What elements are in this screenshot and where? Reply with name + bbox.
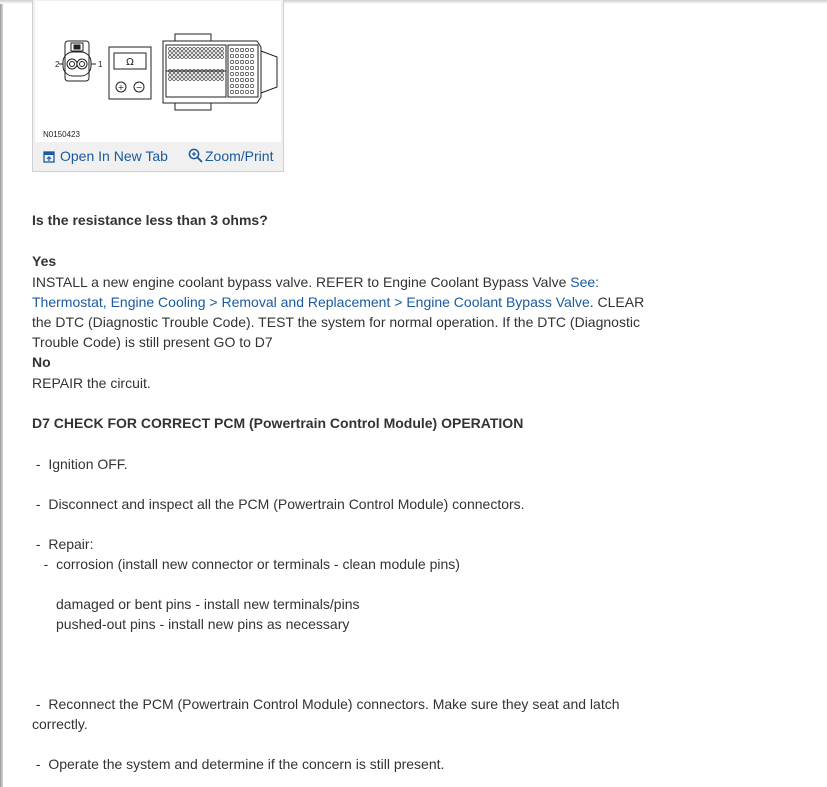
pin-2-label: 2 (55, 60, 60, 69)
connector-diagram (35, 1, 281, 142)
step-reconnect: - Reconnect the PCM (Powertrain Control Module) connectors. Make sure they seat and latch (32, 696, 620, 712)
window-left-edge (0, 0, 3, 787)
step-reconnect-cont: correctly. (32, 716, 88, 732)
yes-line-2 (32, 292, 644, 312)
open-in-new-tab-link[interactable] (43, 148, 168, 166)
meter-plus: + (117, 83, 125, 92)
bypass-valve-connector (59, 41, 96, 81)
yes-line-4: Trouble Code) is still present GO to D7 (32, 334, 273, 350)
figure-id: N0150423 (43, 130, 80, 139)
step-ignition: - Ignition OFF. (32, 456, 128, 472)
repair-damaged-pins: damaged or bent pins - install new terminals/pins (56, 596, 360, 612)
zoom-icon (188, 148, 203, 166)
repair-pushed-out-pins: pushed-out pins - install new pins as necessary (56, 616, 350, 632)
section-title: D7 CHECK FOR CORRECT PCM (Powertrain Control Module) OPERATION (32, 415, 524, 431)
yes-instruction: INSTALL a new engine coolant bypass valve. REFER to Engine Coolant Bypass Valve (32, 274, 571, 290)
yes-line-1 (32, 272, 599, 292)
pcm-connector (163, 34, 277, 110)
no-label: No (32, 354, 51, 370)
ohmmeter (109, 47, 151, 99)
question-heading: Is the resistance less than 3 ohms? (32, 212, 268, 228)
open-in-new-tab-label: Open In New Tab (60, 148, 168, 164)
repair-corrosion: - corrosion (install new connector or terminals - clean module pins) (32, 556, 460, 572)
pin-1-label: 1 (98, 60, 103, 69)
yes-line-3: the DTC (Diagnostic Trouble Code). TEST the system for normal operation. If the DTC (Diagnostic (32, 314, 640, 330)
zoom-print-label: Zoom/Print (205, 148, 274, 164)
ohm-symbol: Ω (126, 57, 134, 68)
figure-image (35, 1, 281, 142)
yes-label: Yes (32, 253, 57, 269)
see-link[interactable]: See: (570, 274, 600, 290)
wiring-figure (32, 0, 284, 172)
figure-actions (33, 146, 285, 168)
meter-minus: − (135, 83, 143, 92)
step-operate: - Operate the system and determine if the concern is still present. (32, 756, 445, 772)
yes-clear-text: . CLEAR (589, 294, 645, 310)
zoom-print-link[interactable] (188, 148, 273, 166)
step-repair: - Repair: (32, 536, 94, 552)
step-disconnect: - Disconnect and inspect all the PCM (Powertrain Control Module) connectors. (32, 496, 525, 512)
bypass-valve-procedure-link[interactable]: Thermostat, Engine Cooling > Removal and Replacement > Engine Coolant Bypass Valve (32, 294, 590, 310)
no-text: REPAIR the circuit. (32, 375, 151, 391)
open-tab-icon (43, 150, 55, 166)
